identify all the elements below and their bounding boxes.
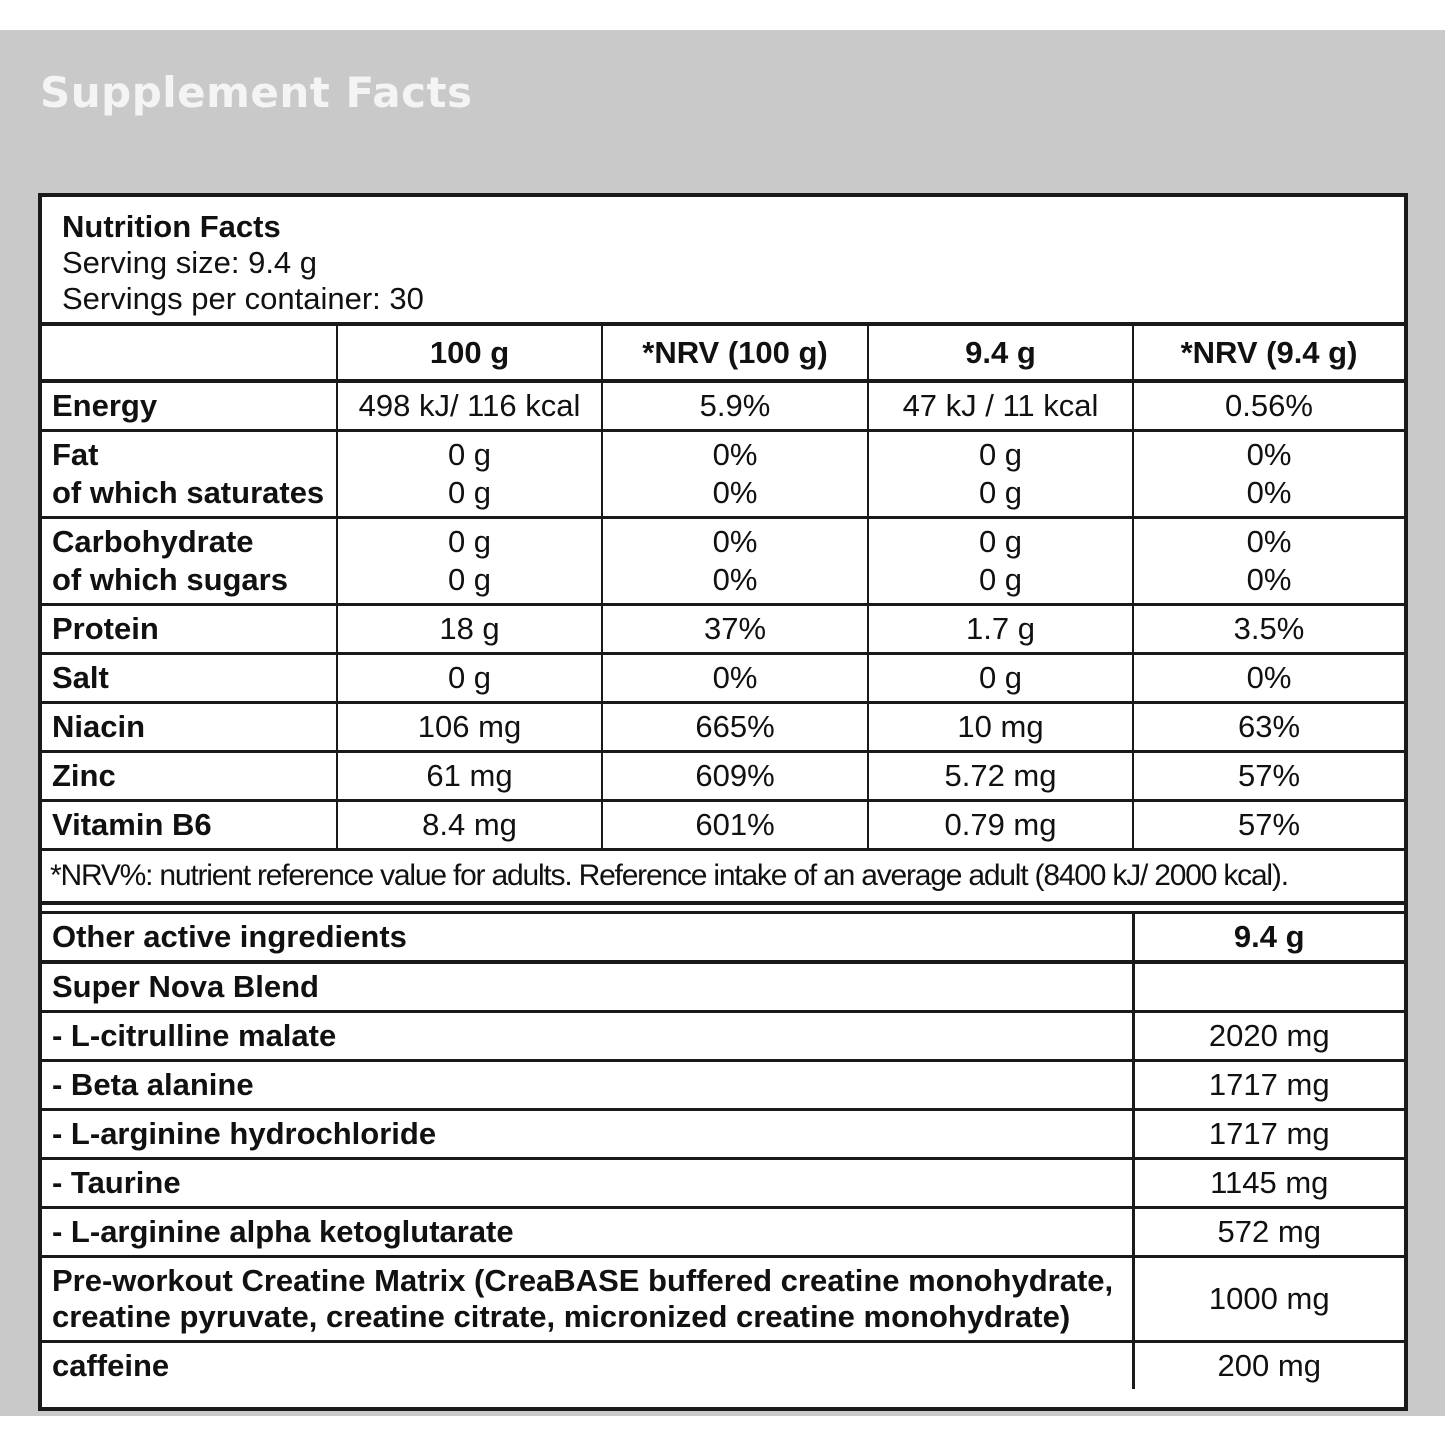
table-row [42,801,1404,850]
panel-title: Supplement Facts [40,68,473,117]
table-row [42,605,1404,654]
value-line: 0 g [447,562,492,597]
nutrient-value: 106 mg [337,703,602,752]
nutrient-subname-line: of which saturates [52,475,325,510]
nutrient-name: Niacin [42,703,337,752]
value-line: 0 g [447,524,492,559]
nutrient-name: Energy [42,381,337,431]
nutrient-value [602,518,868,605]
ingredient-amount: 1000 mg [1133,1257,1404,1342]
value-line: 0% [1246,562,1292,597]
supplement-facts-panel [0,30,1445,1416]
ingredient-name [42,1257,1133,1342]
nutrient-value: 57% [1133,801,1404,850]
value-line: 0 g [447,437,492,472]
table-row [42,518,1404,605]
nutrient-subname-line: of which sugars [52,562,288,597]
value-line: 0% [712,562,758,597]
nutrient-value [337,518,602,605]
nutrient-value: 665% [602,703,868,752]
servings-per-container: Servings per container: 30 [62,281,424,316]
table-row [42,703,1404,752]
nutrient-value: 609% [602,752,868,801]
nutrient-value: 47 kJ / 11 kcal [868,381,1133,431]
value-line: 0 g [447,475,492,510]
table-header-row [42,326,1404,381]
column-header: *NRV (9.4 g) [1133,326,1404,381]
ingredient-name: - Beta alanine [42,1061,1133,1110]
ingredients-table [42,914,1404,1389]
nutrition-table [42,326,1404,851]
ingredient-name-line: creatine pyruvate, creatine citrate, micronized creatine monohydrate) [52,1299,1071,1334]
section-divider [42,905,1404,914]
nutrient-value: 601% [602,801,868,850]
nutrient-value: 0 g [337,654,602,703]
nutrient-value: 63% [1133,703,1404,752]
table-row [42,1110,1404,1159]
ingredient-amount [1133,962,1404,1012]
ingredient-amount: 1717 mg [1133,1110,1404,1159]
value-line: 0% [712,475,758,510]
nutrient-value: 37% [602,605,868,654]
value-line: 0 g [978,524,1023,559]
nrv-footnote: *NRV%: nutrient reference value for adults. Reference intake of an average adult (8400 kJ/ 2000 kcal). [42,851,1404,905]
nutrient-value: 5.72 mg [868,752,1133,801]
table-row [42,654,1404,703]
value-line: 0% [712,524,758,559]
column-header: 9.4 g [868,326,1133,381]
nutrient-value: 0% [602,654,868,703]
column-header: 100 g [337,326,602,381]
nutrient-value [1133,518,1404,605]
ingredients-header-row [42,914,1404,962]
ingredient-name: - L-arginine alpha ketoglutarate [42,1208,1133,1257]
nutrient-value: 18 g [337,605,602,654]
table-row [42,431,1404,518]
table-row [42,1159,1404,1208]
nutrient-value [337,431,602,518]
nutrient-value: 1.7 g [868,605,1133,654]
nutrient-value: 0.79 mg [868,801,1133,850]
nutrient-name: Protein [42,605,337,654]
nutrient-name: Salt [42,654,337,703]
column-header: *NRV (100 g) [602,326,868,381]
value-line: 0 g [978,475,1023,510]
nutrient-name [42,518,337,605]
table-row [42,752,1404,801]
value-line: 0% [712,437,758,472]
nutrient-value: 0 g [868,654,1133,703]
nutrient-value: 10 mg [868,703,1133,752]
ingredient-name-line: Pre-workout Creatine Matrix (CreaBASE buffered creatine monohydrate, [52,1263,1114,1298]
value-line: 0 g [978,562,1023,597]
nutrition-title: Nutrition Facts [62,209,281,244]
table-row [42,1061,1404,1110]
ingredient-amount: 572 mg [1133,1208,1404,1257]
ingredient-amount: 1145 mg [1133,1159,1404,1208]
table-row [42,962,1404,1012]
value-line: 0% [1246,524,1292,559]
nutrient-name [42,431,337,518]
table-row [42,1342,1404,1390]
table-row [42,1012,1404,1061]
ingredient-name: - L-arginine hydrochloride [42,1110,1133,1159]
nutrient-value [868,431,1133,518]
ingredient-amount: 1717 mg [1133,1061,1404,1110]
nutrient-value: 3.5% [1133,605,1404,654]
nutrient-name-line: Carbohydrate [52,524,254,559]
nutrient-value: 5.9% [602,381,868,431]
ingredient-name: - L-citrulline malate [42,1012,1133,1061]
serving-size: Serving size: 9.4 g [62,245,318,280]
ingredient-amount: 2020 mg [1133,1012,1404,1061]
nutrient-value: 61 mg [337,752,602,801]
nutrient-name: Vitamin B6 [42,801,337,850]
column-header [42,326,337,381]
nutrient-value: 498 kJ/ 116 kcal [337,381,602,431]
nutrient-name-line: Fat [52,437,99,472]
nutrient-value [1133,431,1404,518]
nutrient-name: Zinc [42,752,337,801]
value-line: 0% [1246,437,1292,472]
ingredients-header-amount: 9.4 g [1133,914,1404,962]
nutrient-value: 0% [1133,654,1404,703]
value-line: 0% [1246,475,1292,510]
ingredients-header-name: Other active ingredients [42,914,1133,962]
nutrient-value [602,431,868,518]
ingredient-name: caffeine [42,1342,1133,1390]
nutrient-value [868,518,1133,605]
nutrient-value: 0.56% [1133,381,1404,431]
table-row [42,1257,1404,1342]
ingredient-name: Super Nova Blend [42,962,1133,1012]
table-row [42,1208,1404,1257]
nutrition-header [42,197,1404,326]
nutrient-value: 8.4 mg [337,801,602,850]
ingredient-name: - Taurine [42,1159,1133,1208]
ingredient-amount: 200 mg [1217,1348,1321,1383]
value-line: 0 g [978,437,1023,472]
table-row [42,381,1404,431]
nutrition-label [38,193,1408,1411]
nutrient-value: 57% [1133,752,1404,801]
